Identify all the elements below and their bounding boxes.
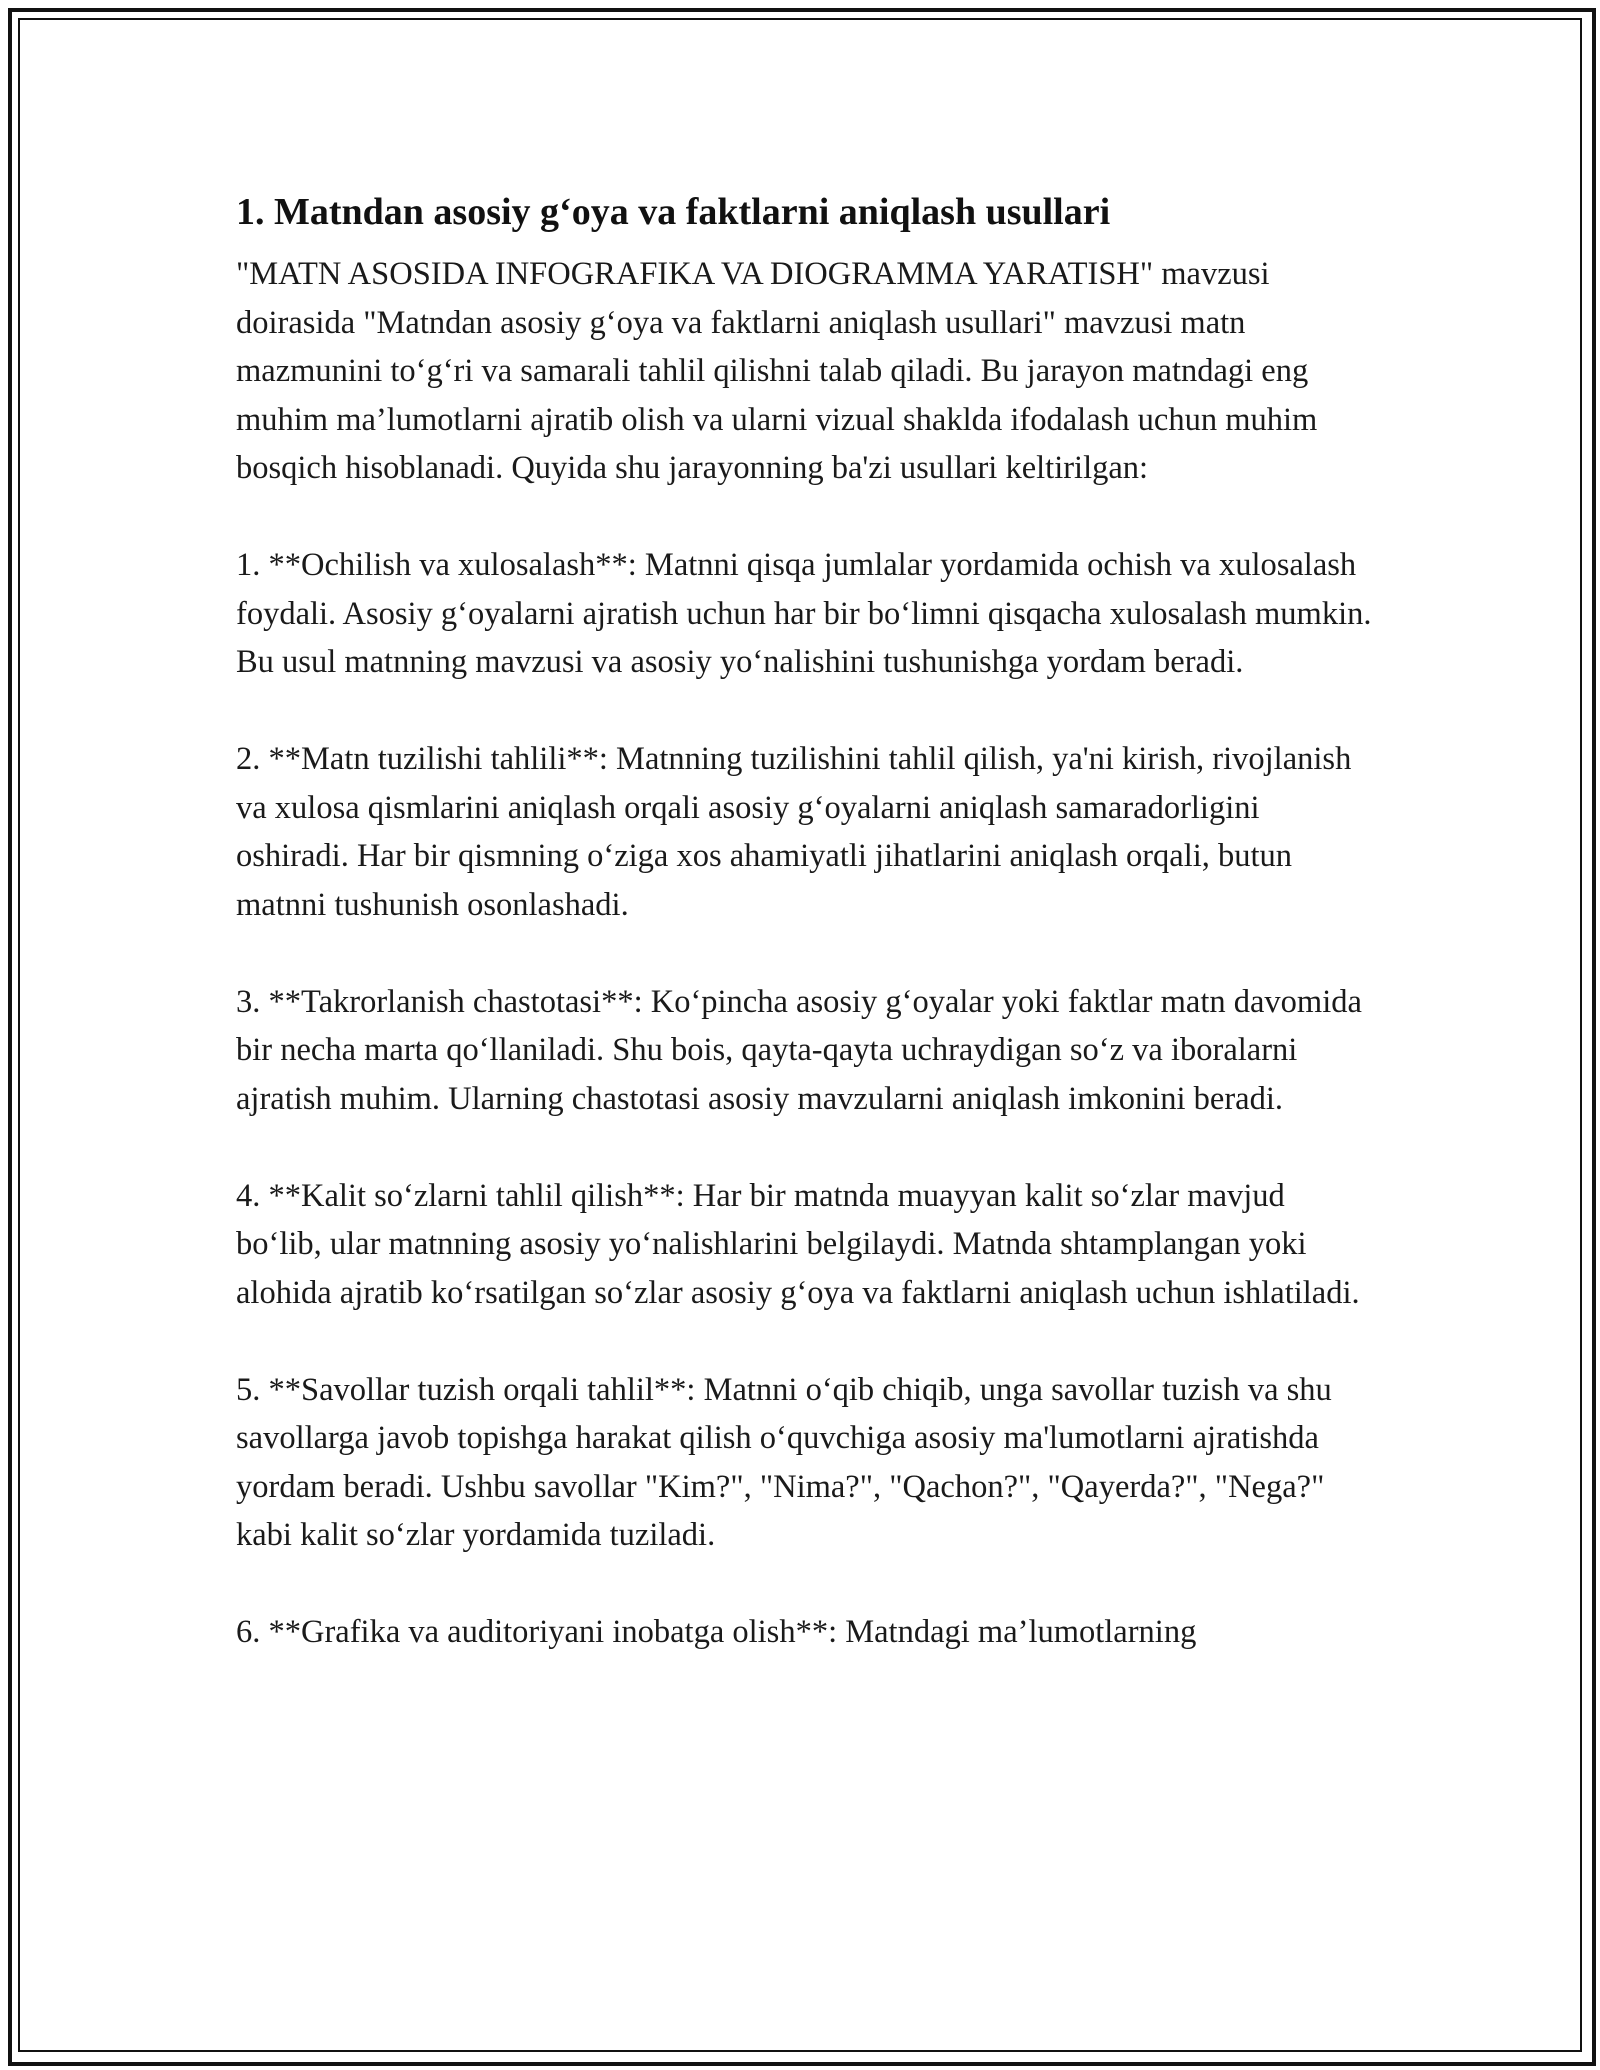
list-item-3: 3. **Takrorlanish chastotasi**: Ko‘pincha asosiy g‘oyalar yoki faktlar matn davomida bir necha marta qo‘llaniladi. Shu bois, qayta-qayta uchraydigan so‘z va iboralarni ajratish muhim. Ularning chastotasi asosiy mavzularni aniqlash imkonini beradi. bbox=[236, 983, 1362, 1117]
list-item-4: 4. **Kalit so‘zlarni tahlil qilish**: Har bir matnda muayyan kalit so‘zlar mavjud bo‘lib, ular matnning asosiy yo‘nalishlarini belgilaydi. Matnda shtamplangan yoki alohida ajratib ko‘rsatilgan so‘zlar asosiy g‘oya va faktlarni aniqlash uchun ishlatiladi. bbox=[236, 1177, 1360, 1311]
list-item-5: 5. **Savollar tuzish orqali tahlil**: Matnni o‘qib chiqib, unga savollar tuzish va shu savollarga javob topishga harakat qilish o‘quvchiga asosiy ma'lumotlarni ajratishda yordam beradi. Ushbu savollar "Kim?", "Nima?", "Qachon?", "Qayerda?", "Nega?" kabi kalit so‘zlar yordamida tuziladi. bbox=[236, 1371, 1332, 1553]
list-item-2: 2. **Matn tuzilishi tahlili**: Matnning tuzilishini tahlil qilish, ya'ni kirish, rivojlanish va xulosa qismlarini aniqlash orqali asosiy g‘oyalarni aniqlash samaradorligini oshiradi. Har bir qismning o‘ziga xos ahamiyatli jihatlarini aniqlash orqali, butun matnni tushunish osonlashadi. bbox=[236, 741, 1352, 923]
intro-paragraph: "MATN ASOSIDA INFOGRAFIKA VA DIOGRAMMA YARATISH" mavzusi doirasida "Matndan asosiy g‘oya va faktlarni aniqlash usullari" mavzusi matn mazmunini to‘g‘ri va samarali tahlil qilishni talab qiladi. Bu jarayon matndagi eng muhim ma’lumotlarni ajratib olish va ularni vizual shaklda ifodalash uchun muhim bosqich hisoblanadi. Quyida shu jarayonning ba'zi usullari keltirilgan: bbox=[236, 256, 1318, 486]
list-item-1: 1. **Ochilish va xulosalash**: Matnni qisqa jumlalar yordamida ochish va xulosalash foydali. Asosiy g‘oyalarni ajratish uchun har bir bo‘limni qisqacha xulosalash mumkin. Bu usul matnning mavzusi va asosiy yo‘nalishini tushunishga yordam beradi. bbox=[236, 547, 1372, 680]
section-heading: 1. Matndan asosiy g‘oya va faktlarni aniqlash usullari bbox=[236, 191, 1111, 233]
document-body bbox=[236, 184, 1376, 1657]
list-item-6: 6. **Grafika va auditoriyani inobatga olish**: Matndagi ma’lumotlarning bbox=[236, 1614, 1197, 1650]
